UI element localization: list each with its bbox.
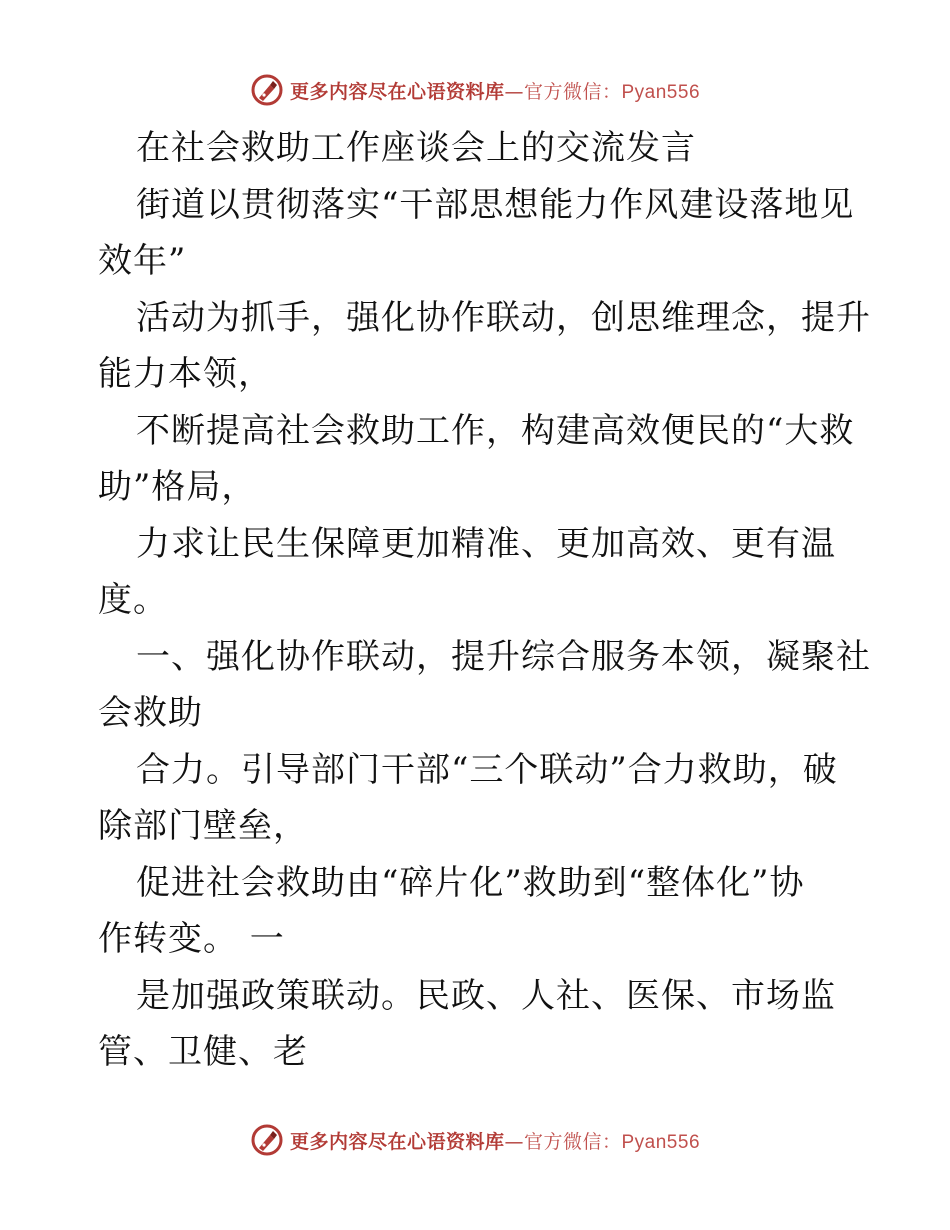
document-body bbox=[98, 120, 871, 1081]
document-line: 效年” bbox=[98, 241, 187, 281]
document-line: 力求让民生保障更加精准、更加高效、更有温 bbox=[136, 523, 836, 564]
document-line: 促进社会救助由“碎片化”救助到“整体化”协 bbox=[136, 862, 805, 903]
document-line: 不断提高社会救助工作，构建高效便民的“大救 bbox=[136, 410, 855, 451]
document-line: 一、强化协作联动，提升综合服务本领，凝聚社 bbox=[136, 636, 871, 677]
document-line: 除部门壁垒， bbox=[98, 806, 308, 846]
document-line: 在社会救助工作座谈会上的交流发言 bbox=[136, 128, 696, 168]
header-watermark-banner bbox=[0, 70, 950, 110]
document-line: 是加强政策联动。民政、人社、医保、市场监 bbox=[136, 975, 836, 1016]
document-line: 管、卫健、老 bbox=[98, 1032, 308, 1072]
document-line: 作转变。 一 bbox=[98, 919, 285, 959]
wechat-id: Pyan556 bbox=[621, 81, 701, 103]
wechat-label: 官方微信： bbox=[523, 1130, 622, 1153]
document-line: 助”格局， bbox=[98, 467, 257, 507]
pen-logo-icon bbox=[250, 73, 284, 107]
watermark-text: 更多内容尽在心语资料库 bbox=[289, 1130, 505, 1153]
document-line: 活动为抓手，强化协作联动，创思维理念，提升 bbox=[136, 297, 871, 338]
watermark-text: 更多内容尽在心语资料库 bbox=[289, 80, 505, 103]
watermark-separator: — bbox=[504, 80, 524, 103]
wechat-id: Pyan556 bbox=[621, 1131, 701, 1153]
pen-logo-icon bbox=[250, 1123, 284, 1157]
wechat-label: 官方微信： bbox=[523, 80, 622, 103]
document-line: 会救助 bbox=[98, 693, 203, 733]
document-line: 度。 bbox=[98, 580, 168, 620]
document-line: 能力本领， bbox=[98, 354, 273, 394]
document-line: 合力。引导部门干部“三个联动”合力救助，破 bbox=[136, 749, 838, 790]
document-line: 街道以贯彻落实“干部思想能力作风建设落地见 bbox=[136, 184, 855, 225]
watermark-separator: — bbox=[504, 1130, 524, 1153]
footer-watermark-banner bbox=[0, 1120, 950, 1160]
